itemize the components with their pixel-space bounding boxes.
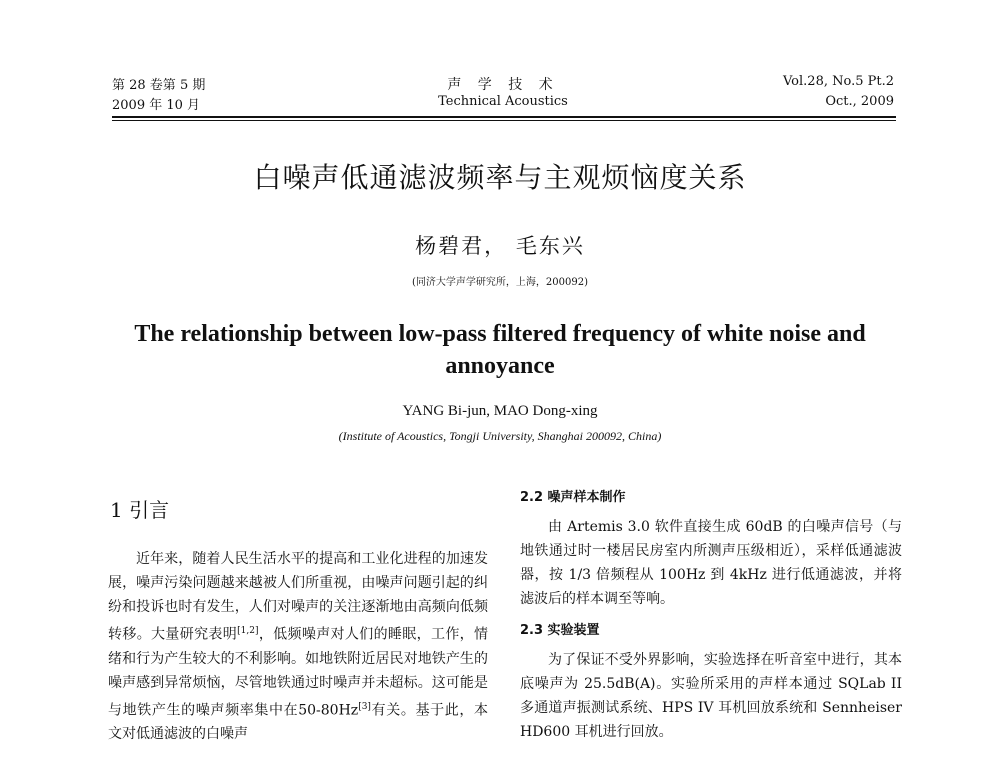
date-cn: 2009 年 10 月 bbox=[112, 98, 201, 113]
section-1-text-c: 有关。基于此，本文对低通滤波的白噪声 bbox=[108, 702, 489, 743]
section-1-paragraph bbox=[108, 547, 488, 746]
authors-en: YANG Bi-jun, MAO Dong-xing bbox=[402, 403, 598, 419]
section-2-2-paragraph: 由 Artemis 3.0 软件直接生成 60dB 的白噪声信号（与地铁通过时一楼居民房室内所测声压级相近），采样低通滤波器，按 1/3 倍频程从 100Hz 到 4kHz 进行低通滤波，并将滤波后的样本调至等响。 bbox=[520, 519, 902, 607]
affiliation-cn: (同济大学声学研究所，上海，200092) bbox=[412, 277, 588, 288]
section-1-text-b: ，低频噪声对人们的睡眠，工作，情绪和行为产生较大的不利影响。如地铁附近居民对地铁产生的噪声感到异常烦恼，尽管地铁通过时噪声并未超标。这可能是与地铁产生的噪声频率集中在50-80Hz bbox=[108, 626, 489, 719]
left-column bbox=[108, 494, 488, 754]
citation-3: [3] bbox=[358, 701, 371, 712]
section-2-3-title: 2.3 实验装置 bbox=[520, 623, 600, 638]
section-2-3-paragraph: 为了保证不受外界影响，实验选择在听音室中进行，其本底噪声为 25.5dB(A)。实验所采用的声样本通过 SQLab II 多通道声振测试系统、HPS IV 耳机回放系统和 Sennheiser HD600 耳机进行回放。 bbox=[520, 652, 902, 740]
authors-cn: 杨碧君， 毛东兴 bbox=[415, 234, 585, 258]
journal-name-en: Technical Acoustics bbox=[438, 94, 568, 109]
date-en: Oct., 2009 bbox=[825, 94, 894, 109]
header-rule-thin bbox=[112, 120, 896, 121]
section-1-title: 1 引言 bbox=[110, 498, 170, 522]
affiliation-en: (Institute of Acoustics, Tongji University, Shanghai 200092, China) bbox=[338, 429, 662, 443]
title-en: The relationship between low-pass filtered frequency of white noise and annoyance bbox=[134, 321, 866, 379]
header-rule bbox=[112, 116, 896, 118]
journal-name-cn: 声 学 技 术 bbox=[447, 77, 559, 93]
section-2-2-title: 2.2 噪声样本制作 bbox=[520, 490, 626, 505]
running-header bbox=[112, 74, 894, 114]
volume-issue-cn: 第 28 卷第 5 期 bbox=[112, 78, 206, 93]
title-cn: 白噪声低通滤波频率与主观烦恼度关系 bbox=[253, 161, 747, 194]
right-column bbox=[520, 486, 902, 752]
section-1-text-a: 近年来，随着人民生活水平的提高和工业化进程的加速发展，噪声污染问题越来越被人们所重视，由噪声问题引起的纠纷和投诉也时有发生，人们对噪声的关注逐渐地由高频向低频转移。大量研究表明 bbox=[108, 551, 488, 643]
citation-1-2: [1,2] bbox=[237, 626, 259, 636]
volume-en: Vol.28, No.5 Pt.2 bbox=[782, 74, 894, 89]
